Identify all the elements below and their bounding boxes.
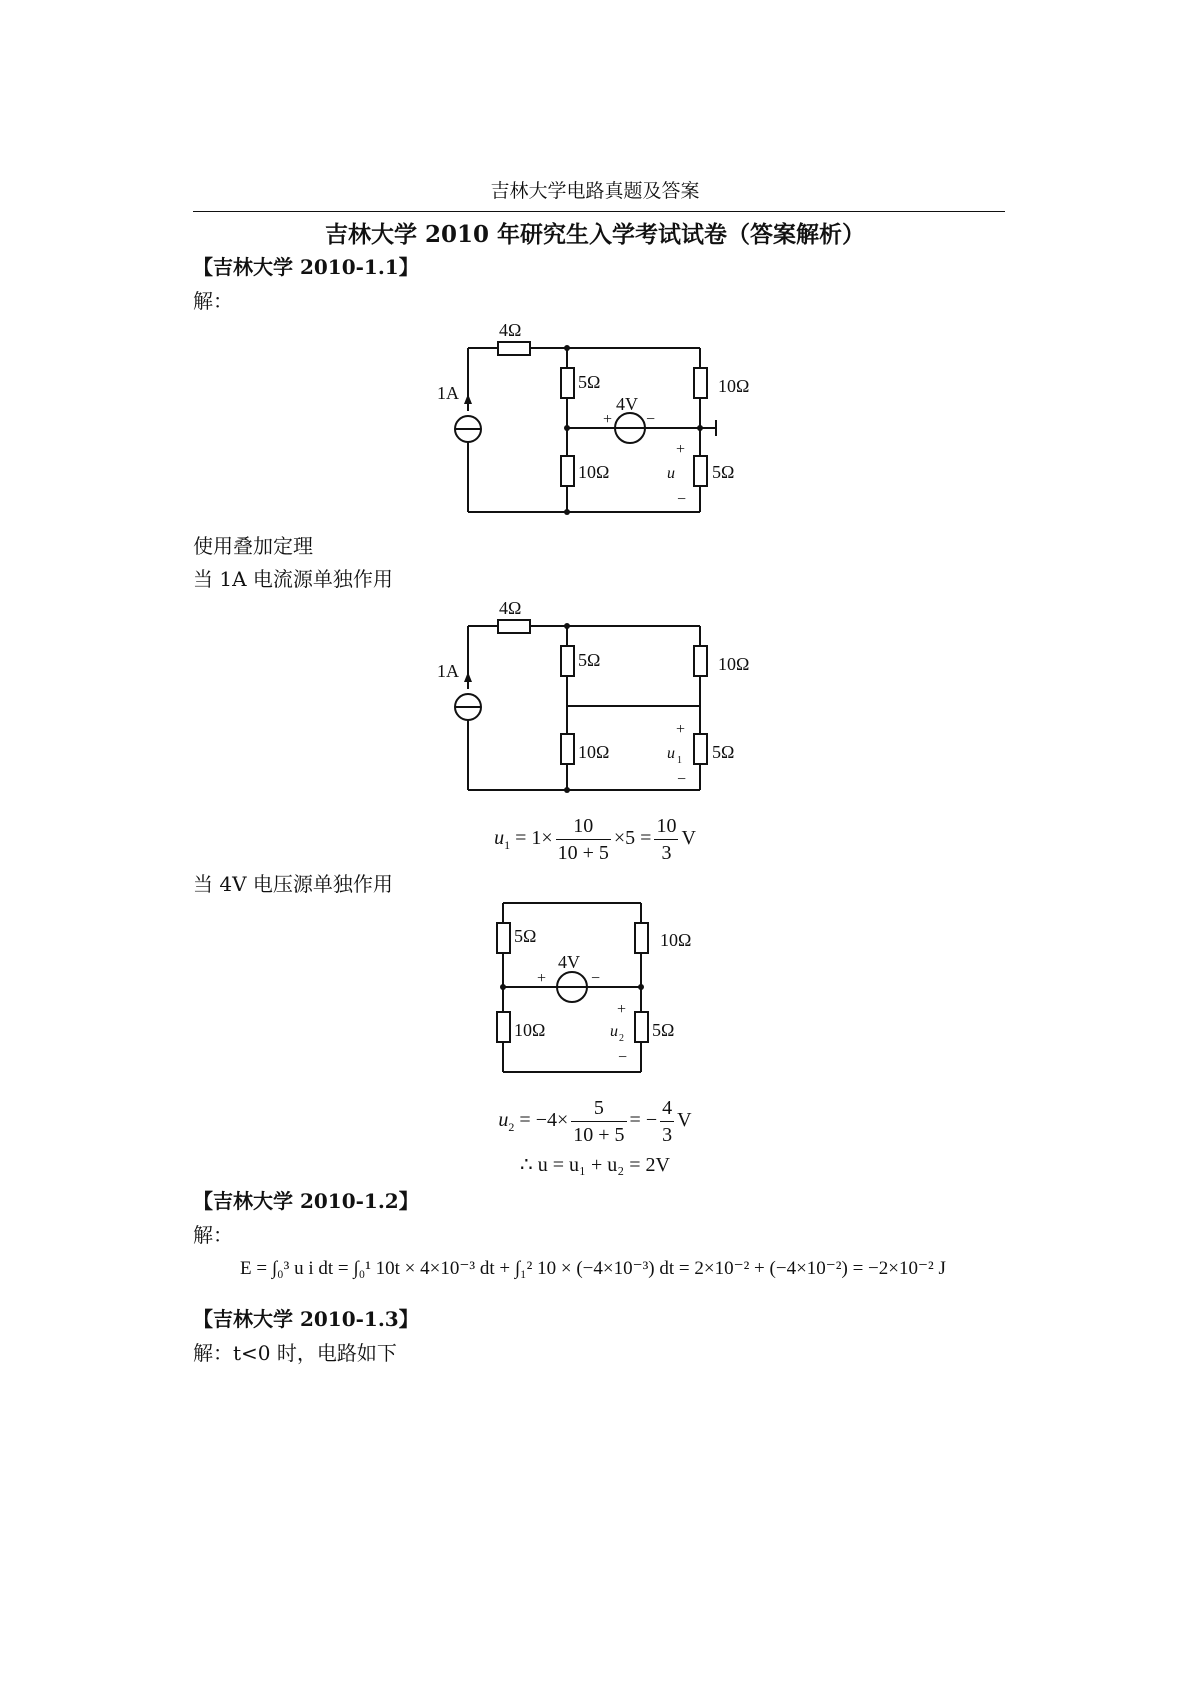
resistor-label: 4Ω xyxy=(499,320,522,340)
circuit-diagram-2 xyxy=(400,590,760,800)
question-1-3-heading: 【吉林大学 2010-1.3】 xyxy=(193,1307,419,1331)
voltage-variable: u xyxy=(610,1023,618,1040)
resistor-label: 5Ω xyxy=(712,742,735,762)
equation-u1: $u_1 = 1\times$ $\frac{10}{10 + 5}$ ×5 = $\frac{10}{3}$ V xyxy=(494,815,696,864)
equation-u2: $u_2 = -4\times$ $\frac{5}{10 + 5}$ = − $\frac{4}{3}$ V xyxy=(498,1097,692,1146)
plus-sign: + xyxy=(676,441,686,458)
resistor-label: 10Ω xyxy=(718,654,750,674)
case-1-text: 当 1A 电流源单独作用 xyxy=(193,567,393,591)
circuit-diagram-3 xyxy=(480,892,692,1082)
resistor-label: 5Ω xyxy=(652,1020,675,1040)
circuit-diagram-1 xyxy=(400,312,760,522)
voltage-source-label: 4V xyxy=(616,394,638,414)
variable-subscript: 1 xyxy=(677,755,682,766)
running-header: 吉林大学电路真题及答案 xyxy=(490,180,700,202)
minus-sign: − xyxy=(677,491,687,508)
resistor-label: 10Ω xyxy=(660,930,692,950)
resistor-label: 10Ω xyxy=(578,462,610,482)
document-title: 吉林大学 2010 年研究生入学考试试卷（答案解析） xyxy=(324,221,866,248)
plus-sign: + xyxy=(676,721,686,738)
voltage-variable: u xyxy=(667,465,675,482)
minus-sign: − xyxy=(618,1049,628,1066)
resistor-label: 10Ω xyxy=(514,1020,546,1040)
question-1-2-heading: 【吉林大学 2010-1.2】 xyxy=(193,1189,419,1213)
resistor-label: 10Ω xyxy=(718,376,750,396)
case-2-text: 当 4V 电压源单独作用 xyxy=(193,872,393,896)
voltage-source-label: 4V xyxy=(558,952,580,972)
resistor-label: 5Ω xyxy=(712,462,735,482)
current-source-label: 1A xyxy=(437,661,459,681)
solution-label: 解： xyxy=(193,1223,233,1247)
voltage-variable: u xyxy=(667,745,675,762)
variable-subscript: 2 xyxy=(619,1033,624,1044)
plus-sign: + xyxy=(617,1001,627,1018)
resistor-label: 10Ω xyxy=(578,742,610,762)
plus-sign: + xyxy=(537,970,547,987)
method-text: 使用叠加定理 xyxy=(193,534,313,558)
resistor-label: 5Ω xyxy=(578,650,601,670)
resistor-label: 5Ω xyxy=(514,926,537,946)
minus-sign: − xyxy=(646,411,656,428)
solution-label: 解： xyxy=(193,289,233,313)
resistor-label: 5Ω xyxy=(578,372,601,392)
header-rule xyxy=(193,211,1005,212)
equation-total-u: ∴ u = u₁ + u₂ = 2V xyxy=(520,1154,670,1176)
minus-sign: − xyxy=(677,771,687,788)
energy-equation: E = ∫₀³ u i dt = ∫₀¹ 10t × 4×10⁻³ dt + ∫₁² 10 × (−4×10⁻³) dt = 2×10⁻² + (−4×10⁻²) = −2×10⁻² J xyxy=(240,1258,946,1279)
question-1-1-heading: 【吉林大学 2010-1.1】 xyxy=(193,255,419,279)
solution-line: 解：t<0 时，电路如下 xyxy=(193,1341,397,1365)
plus-sign: + xyxy=(603,411,613,428)
current-source-label: 1A xyxy=(437,383,459,403)
minus-sign: − xyxy=(591,970,601,987)
resistor-label: 4Ω xyxy=(499,598,522,618)
